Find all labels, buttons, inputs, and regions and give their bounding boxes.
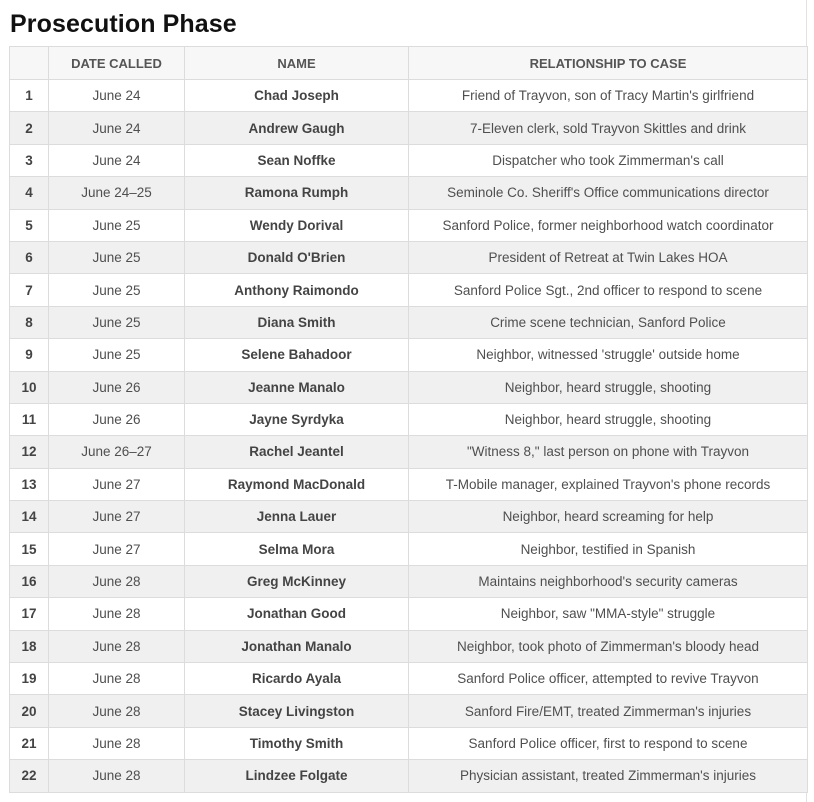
date-called-cell: June 28 — [49, 598, 185, 630]
row-number: 18 — [10, 630, 49, 662]
table-row — [10, 177, 808, 209]
date-called-cell: June 27 — [49, 533, 185, 565]
witness-name-cell: Chad Joseph — [185, 80, 409, 112]
date-called-cell: June 24 — [49, 144, 185, 176]
relationship-cell: Sanford Police Sgt., 2nd officer to respond to scene — [409, 274, 808, 306]
date-called-cell: June 28 — [49, 695, 185, 727]
relationship-cell: Neighbor, testified in Spanish — [409, 533, 808, 565]
relationship-cell: 7-Eleven clerk, sold Trayvon Skittles and drink — [409, 112, 808, 144]
date-called-cell: June 28 — [49, 630, 185, 662]
relationship-cell: Neighbor, heard struggle, shooting — [409, 371, 808, 403]
table-row — [10, 727, 808, 759]
row-number: 2 — [10, 112, 49, 144]
witness-name-cell: Timothy Smith — [185, 727, 409, 759]
row-number: 9 — [10, 339, 49, 371]
date-called-cell: June 25 — [49, 274, 185, 306]
date-called-cell: June 27 — [49, 501, 185, 533]
relationship-cell: Crime scene technician, Sanford Police — [409, 306, 808, 338]
table-row — [10, 695, 808, 727]
witness-name-cell: Donald O'Brien — [185, 241, 409, 273]
row-number: 16 — [10, 565, 49, 597]
witness-name-cell: Rachel Jeantel — [185, 436, 409, 468]
row-number: 15 — [10, 533, 49, 565]
date-called-cell: June 24 — [49, 112, 185, 144]
row-number: 7 — [10, 274, 49, 306]
date-called-cell: June 25 — [49, 241, 185, 273]
row-number: 5 — [10, 209, 49, 241]
row-number: 19 — [10, 663, 49, 695]
relationship-cell: T-Mobile manager, explained Trayvon's phone records — [409, 468, 808, 500]
table-row — [10, 80, 808, 112]
witness-name-cell: Greg McKinney — [185, 565, 409, 597]
relationship-cell: Sanford Police, former neighborhood watch coordinator — [409, 209, 808, 241]
date-called-cell: June 28 — [49, 565, 185, 597]
relationship-cell: Dispatcher who took Zimmerman's call — [409, 144, 808, 176]
witness-name-cell: Diana Smith — [185, 306, 409, 338]
witness-name-cell: Jenna Lauer — [185, 501, 409, 533]
row-number: 3 — [10, 144, 49, 176]
relationship-cell: Seminole Co. Sheriff's Office communications director — [409, 177, 808, 209]
row-number: 8 — [10, 306, 49, 338]
witness-name-cell: Lindzee Folgate — [185, 760, 409, 792]
witness-name-cell: Raymond MacDonald — [185, 468, 409, 500]
table-body — [10, 80, 808, 793]
relationship-cell: Neighbor, took photo of Zimmerman's bloody head — [409, 630, 808, 662]
relationship-cell: Neighbor, heard struggle, shooting — [409, 403, 808, 435]
table-row — [10, 112, 808, 144]
witness-name-cell: Stacey Livingston — [185, 695, 409, 727]
row-number: 17 — [10, 598, 49, 630]
column-header-relationship: RELATIONSHIP TO CASE — [409, 47, 808, 80]
date-called-cell: June 26 — [49, 403, 185, 435]
relationship-cell: Sanford Fire/EMT, treated Zimmerman's injuries — [409, 695, 808, 727]
table-row — [10, 663, 808, 695]
page-title: Prosecution Phase — [10, 10, 237, 38]
column-header-number — [10, 47, 49, 80]
table-header-row — [10, 47, 808, 80]
relationship-cell: Physician assistant, treated Zimmerman's injuries — [409, 760, 808, 792]
table-row — [10, 241, 808, 273]
table-row — [10, 436, 808, 468]
row-number: 20 — [10, 695, 49, 727]
witness-name-cell: Jonathan Good — [185, 598, 409, 630]
table-row — [10, 371, 808, 403]
table-row — [10, 339, 808, 371]
date-called-cell: June 25 — [49, 209, 185, 241]
relationship-cell: Friend of Trayvon, son of Tracy Martin's girlfriend — [409, 80, 808, 112]
table-row — [10, 533, 808, 565]
row-number: 14 — [10, 501, 49, 533]
witness-name-cell: Anthony Raimondo — [185, 274, 409, 306]
date-called-cell: June 24 — [49, 80, 185, 112]
relationship-cell: Neighbor, witnessed 'struggle' outside home — [409, 339, 808, 371]
witness-table — [9, 46, 808, 793]
table-row — [10, 274, 808, 306]
column-header-date-called: DATE CALLED — [49, 47, 185, 80]
relationship-cell: Neighbor, heard screaming for help — [409, 501, 808, 533]
relationship-cell: Neighbor, saw "MMA-style" struggle — [409, 598, 808, 630]
row-number: 12 — [10, 436, 49, 468]
table-row — [10, 468, 808, 500]
relationship-cell: Sanford Police officer, attempted to revive Trayvon — [409, 663, 808, 695]
row-number: 6 — [10, 241, 49, 273]
witness-name-cell: Andrew Gaugh — [185, 112, 409, 144]
witness-name-cell: Wendy Dorival — [185, 209, 409, 241]
witness-name-cell: Jeanne Manalo — [185, 371, 409, 403]
table-row — [10, 144, 808, 176]
row-number: 1 — [10, 80, 49, 112]
row-number: 22 — [10, 760, 49, 792]
date-called-cell: June 25 — [49, 339, 185, 371]
row-number: 11 — [10, 403, 49, 435]
witness-name-cell: Selene Bahadoor — [185, 339, 409, 371]
column-header-name: NAME — [185, 47, 409, 80]
row-number: 4 — [10, 177, 49, 209]
row-number: 13 — [10, 468, 49, 500]
date-called-cell: June 24–25 — [49, 177, 185, 209]
witness-name-cell: Ramona Rumph — [185, 177, 409, 209]
date-called-cell: June 28 — [49, 727, 185, 759]
table-row — [10, 760, 808, 792]
date-called-cell: June 26 — [49, 371, 185, 403]
relationship-cell: "Witness 8," last person on phone with Trayvon — [409, 436, 808, 468]
table-row — [10, 209, 808, 241]
relationship-cell: President of Retreat at Twin Lakes HOA — [409, 241, 808, 273]
table-row — [10, 501, 808, 533]
table-row — [10, 565, 808, 597]
relationship-cell: Maintains neighborhood's security cameras — [409, 565, 808, 597]
date-called-cell: June 26–27 — [49, 436, 185, 468]
witness-name-cell: Jayne Syrdyka — [185, 403, 409, 435]
table-row — [10, 630, 808, 662]
date-called-cell: June 28 — [49, 663, 185, 695]
table-row — [10, 306, 808, 338]
table-row — [10, 403, 808, 435]
row-number: 10 — [10, 371, 49, 403]
witness-name-cell: Sean Noffke — [185, 144, 409, 176]
date-called-cell: June 25 — [49, 306, 185, 338]
date-called-cell: June 28 — [49, 760, 185, 792]
date-called-cell: June 27 — [49, 468, 185, 500]
relationship-cell: Sanford Police officer, first to respond to scene — [409, 727, 808, 759]
witness-name-cell: Jonathan Manalo — [185, 630, 409, 662]
table-row — [10, 598, 808, 630]
row-number: 21 — [10, 727, 49, 759]
witness-name-cell: Selma Mora — [185, 533, 409, 565]
witness-name-cell: Ricardo Ayala — [185, 663, 409, 695]
